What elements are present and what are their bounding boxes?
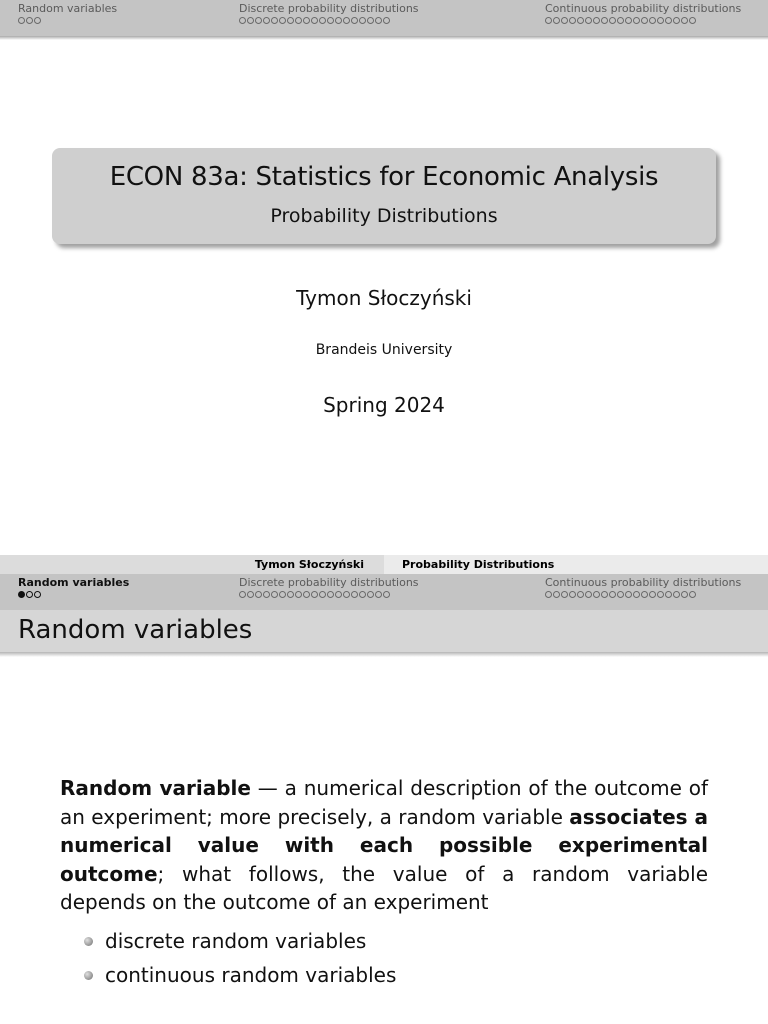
nav-dots [545, 17, 741, 24]
nav-dot[interactable] [34, 17, 41, 24]
nav-dot[interactable] [375, 591, 382, 598]
nav-dot[interactable] [673, 17, 680, 24]
nav-dot[interactable] [375, 17, 382, 24]
nav-dot[interactable] [673, 591, 680, 598]
nav-section-discrete-distributions[interactable]: Discrete probability distributions [239, 2, 419, 24]
nav-dot[interactable] [569, 17, 576, 24]
bullet-icon [84, 971, 93, 980]
nav-dot[interactable] [239, 17, 246, 24]
nav-dot[interactable] [641, 17, 648, 24]
nav-section-continuous-distributions[interactable]: Continuous probability distributions [545, 576, 741, 598]
nav-dot[interactable] [279, 17, 286, 24]
nav-dot[interactable] [617, 17, 624, 24]
nav-dot[interactable] [593, 17, 600, 24]
institution: Brandeis University [315, 342, 453, 358]
nav-section-random-variables[interactable]: Random variables [18, 2, 117, 24]
nav-dot[interactable] [359, 17, 366, 24]
nav-dot[interactable] [295, 591, 302, 598]
nav-dot[interactable] [239, 591, 246, 598]
nav-section-continuous-distributions[interactable]: Continuous probability distributions [545, 2, 741, 24]
nav-dot[interactable] [319, 591, 326, 598]
nav-dot[interactable] [279, 591, 286, 598]
term: Random variable [60, 776, 251, 800]
nav-dot[interactable] [665, 591, 672, 598]
nav-dot[interactable] [327, 591, 334, 598]
definition-emphasis: associates a numerical value with each possible experimental outcome [60, 804, 708, 886]
nav-dot[interactable] [657, 17, 664, 24]
nav-dot[interactable] [18, 17, 25, 24]
nav-dot[interactable] [625, 591, 632, 598]
nav-dot[interactable] [351, 591, 358, 598]
nav-dot[interactable] [577, 17, 584, 24]
nav-dots [239, 591, 419, 598]
footer-title: Probability Distributions [384, 555, 768, 574]
nav-dot[interactable] [367, 591, 374, 598]
nav-dot[interactable] [681, 17, 688, 24]
nav-dot[interactable] [689, 17, 696, 24]
nav-dot[interactable] [577, 591, 584, 598]
nav-dot[interactable] [585, 17, 592, 24]
nav-dot[interactable] [26, 17, 33, 24]
definition-text-1: — a numerical description of the outcome of an experiment; more precisely, a random variable [60, 776, 708, 829]
nav-dot[interactable] [657, 591, 664, 598]
nav-dot[interactable] [263, 17, 270, 24]
nav-dot[interactable] [247, 17, 254, 24]
nav-dot[interactable] [343, 591, 350, 598]
nav-dot[interactable] [383, 591, 390, 598]
nav-dot[interactable] [263, 591, 270, 598]
nav-dot[interactable] [335, 591, 342, 598]
nav-dot[interactable] [255, 591, 262, 598]
presentation-title: ECON 83a: Statistics for Economic Analysis [109, 162, 659, 192]
nav-dot[interactable] [601, 17, 608, 24]
bullet-list [84, 924, 396, 992]
nav-dot[interactable] [649, 17, 656, 24]
nav-dots [239, 17, 419, 24]
section-navigation-bar [0, 574, 768, 610]
list-item: discrete random variables [84, 924, 396, 958]
nav-dots [545, 591, 741, 598]
nav-dot[interactable] [545, 591, 552, 598]
definition-paragraph [60, 774, 708, 917]
frame-title-shadow [0, 652, 768, 657]
nav-dot[interactable] [585, 591, 592, 598]
nav-dot[interactable] [319, 17, 326, 24]
nav-dot[interactable] [561, 17, 568, 24]
nav-dot[interactable] [641, 591, 648, 598]
nav-dot[interactable] [633, 17, 640, 24]
nav-dot[interactable] [303, 591, 310, 598]
nav-dot[interactable] [287, 17, 294, 24]
nav-dot[interactable] [343, 17, 350, 24]
nav-dots [18, 591, 129, 598]
nav-dot[interactable] [287, 591, 294, 598]
presentation-subtitle: Probability Distributions [270, 205, 498, 227]
nav-dot[interactable] [569, 591, 576, 598]
bullet-icon [84, 937, 93, 946]
nav-dot[interactable] [689, 591, 696, 598]
frame-title-bar [0, 610, 768, 652]
nav-dots [18, 17, 117, 24]
presentation-date: Spring 2024 [323, 393, 445, 417]
nav-dot[interactable] [609, 17, 616, 24]
nav-dot[interactable] [311, 591, 318, 598]
section-navigation-bar [0, 0, 768, 36]
nav-dot[interactable] [255, 17, 262, 24]
nav-dot[interactable] [351, 17, 358, 24]
nav-dot[interactable] [545, 17, 552, 24]
title-box [52, 148, 716, 244]
nav-dot[interactable] [247, 591, 254, 598]
nav-dot-current[interactable] [18, 591, 25, 598]
nav-dot[interactable] [593, 591, 600, 598]
nav-dot[interactable] [665, 17, 672, 24]
nav-dot[interactable] [649, 591, 656, 598]
nav-dot[interactable] [34, 591, 41, 598]
nav-section-discrete-distributions[interactable]: Discrete probability distributions [239, 576, 419, 598]
nav-dot[interactable] [295, 17, 302, 24]
nav-dot[interactable] [625, 17, 632, 24]
nav-dot[interactable] [633, 591, 640, 598]
nav-dot[interactable] [26, 591, 33, 598]
nav-dot[interactable] [609, 591, 616, 598]
nav-dot[interactable] [311, 17, 318, 24]
nav-dot[interactable] [271, 17, 278, 24]
author-name: Tymon Słoczyński [296, 286, 472, 310]
list-item: continuous random variables [84, 958, 396, 992]
nav-dot[interactable] [553, 591, 560, 598]
nav-dot[interactable] [681, 591, 688, 598]
footer-author: Tymon Słoczyński [0, 555, 384, 574]
nav-dot[interactable] [367, 17, 374, 24]
nav-dot[interactable] [271, 591, 278, 598]
nav-dot[interactable] [601, 591, 608, 598]
frame-title: Random variables [18, 615, 253, 645]
nav-dot[interactable] [553, 17, 560, 24]
definition-text-2: ; what follows, the value of a random variable depends on the outcome of an experiment [60, 861, 708, 914]
nav-dot[interactable] [359, 591, 366, 598]
nav-dot[interactable] [617, 591, 624, 598]
nav-dot[interactable] [561, 591, 568, 598]
nav-section-random-variables[interactable]: Random variables [18, 576, 129, 598]
nav-dot[interactable] [383, 17, 390, 24]
nav-dot[interactable] [335, 17, 342, 24]
nav-dot[interactable] [327, 17, 334, 24]
nav-dot[interactable] [303, 17, 310, 24]
nav-shadow [0, 36, 768, 40]
